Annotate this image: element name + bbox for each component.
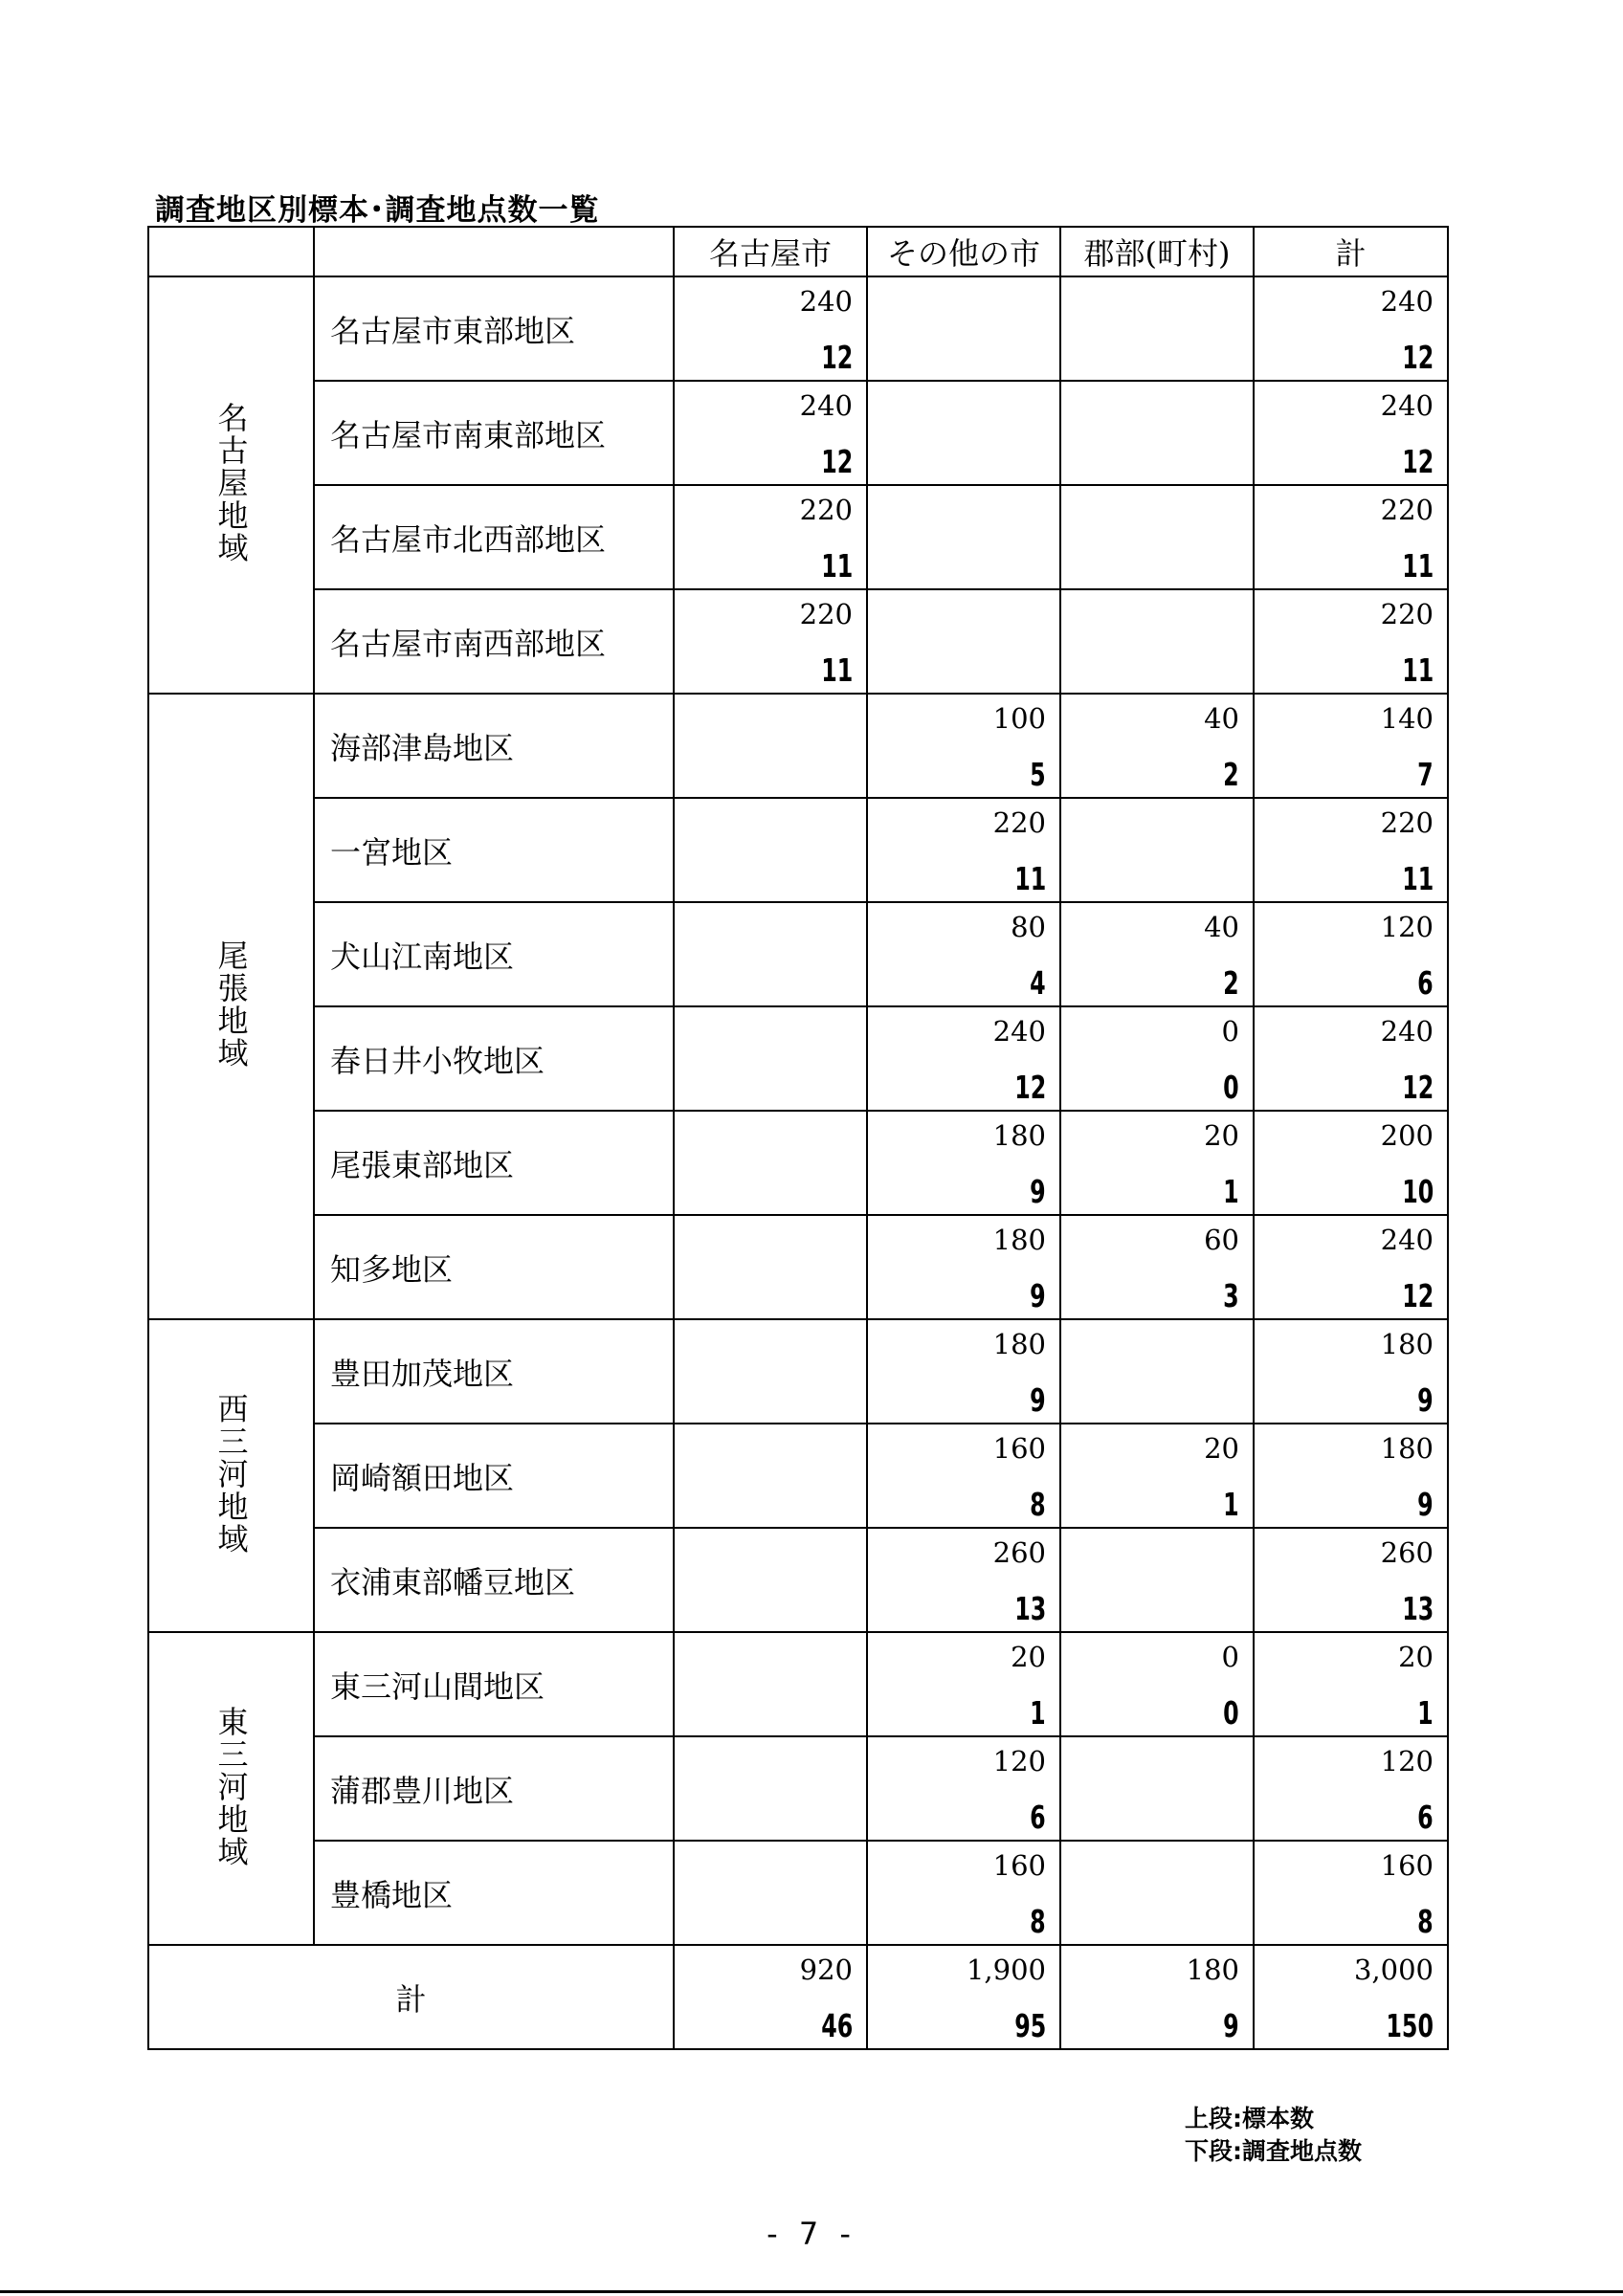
sample-count: 260 [992, 1536, 1046, 1569]
total-row [148, 1945, 1448, 2049]
value-cell [1254, 1632, 1448, 1736]
total-label: 計 [148, 1945, 674, 2049]
sample-count: 40 [1204, 911, 1239, 943]
sample-count: 240 [1380, 1224, 1434, 1256]
value-cell [1060, 1319, 1254, 1424]
survey-point-count: 9 [1030, 1381, 1046, 1419]
region-cell [148, 1632, 314, 1945]
survey-point-count: 1 [1223, 1173, 1239, 1210]
table-row [148, 1424, 1448, 1528]
sample-count: 180 [1380, 1328, 1434, 1360]
sample-count: 0 [1221, 1641, 1239, 1673]
value-cell [1060, 1528, 1254, 1632]
value-cell [867, 1528, 1060, 1632]
survey-point-count: 11 [820, 547, 853, 585]
region-label: 東三河地域 [212, 1705, 250, 1868]
value-cell [674, 381, 867, 485]
legend-lower: 下段:調査地点数 [1185, 2137, 1362, 2165]
survey-point-count: 12 [820, 339, 853, 376]
sample-count: 120 [1380, 911, 1434, 943]
survey-point-count: 9 [1223, 2007, 1239, 2044]
sample-count: 180 [992, 1224, 1046, 1256]
district-name: 豊田加茂地区 [314, 1319, 674, 1424]
survey-point-count: 6 [1030, 1799, 1046, 1836]
value-cell [867, 1841, 1060, 1945]
survey-point-count: 2 [1223, 964, 1239, 1002]
sample-count: 120 [992, 1745, 1046, 1777]
header-blank-district [314, 227, 674, 276]
survey-point-count: 1 [1417, 1694, 1434, 1732]
district-name: 東三河山間地区 [314, 1632, 674, 1736]
value-cell [674, 276, 867, 381]
survey-point-count: 12 [820, 443, 853, 480]
district-name: 犬山江南地区 [314, 902, 674, 1006]
survey-point-count: 95 [1013, 2007, 1046, 2044]
survey-point-count: 6 [1417, 964, 1434, 1002]
survey-point-count: 9 [1030, 1277, 1046, 1314]
value-cell [1254, 1841, 1448, 1945]
value-cell [1060, 798, 1254, 902]
value-cell [1060, 381, 1254, 485]
district-name: 岡崎額田地区 [314, 1424, 674, 1528]
sample-count: 220 [1380, 806, 1434, 839]
sample-count: 220 [799, 494, 853, 526]
survey-point-count: 8 [1030, 1486, 1046, 1523]
sample-count: 20 [1204, 1119, 1239, 1152]
value-cell [867, 1319, 1060, 1424]
value-cell [674, 589, 867, 694]
page-number: - 7 - [767, 2216, 856, 2252]
survey-point-count: 13 [1401, 1590, 1434, 1627]
value-cell [674, 902, 867, 1006]
value-cell [1254, 694, 1448, 798]
value-cell [1254, 276, 1448, 381]
value-cell [1254, 1006, 1448, 1111]
survey-point-count: 11 [820, 651, 853, 689]
header-row [148, 227, 1448, 276]
footer-rule [0, 2290, 1623, 2293]
value-cell [1254, 1215, 1448, 1319]
value-cell [1254, 1736, 1448, 1841]
survey-point-count: 6 [1417, 1799, 1434, 1836]
survey-point-count: 9 [1030, 1173, 1046, 1210]
value-cell [674, 1111, 867, 1215]
value-cell [1254, 1424, 1448, 1528]
value-cell [1254, 381, 1448, 485]
value-cell [1060, 276, 1254, 381]
legend-upper: 上段:標本数 [1185, 2105, 1314, 2132]
district-name: 名古屋市北西部地区 [314, 485, 674, 589]
sample-count: 180 [1380, 1432, 1434, 1465]
value-cell [1254, 798, 1448, 902]
value-cell [867, 276, 1060, 381]
value-cell [674, 1841, 867, 1945]
table-row [148, 1111, 1448, 1215]
sample-count: 20 [1204, 1432, 1239, 1465]
table-row [148, 589, 1448, 694]
header-rural-districts: 郡部(町村) [1060, 227, 1254, 276]
value-cell [674, 798, 867, 902]
survey-point-count: 1 [1223, 1486, 1239, 1523]
sample-count: 240 [1380, 285, 1434, 318]
sample-count: 1,900 [966, 1954, 1046, 1986]
value-cell [867, 902, 1060, 1006]
survey-point-count: 12 [1401, 443, 1434, 480]
survey-point-count: 10 [1401, 1173, 1434, 1210]
value-cell [1060, 1945, 1254, 2049]
table-row [148, 381, 1448, 485]
value-cell [674, 1319, 867, 1424]
value-cell [1060, 694, 1254, 798]
value-cell [867, 694, 1060, 798]
table-row [148, 276, 1448, 381]
value-cell [674, 1632, 867, 1736]
survey-point-count: 9 [1417, 1486, 1434, 1523]
sample-count: 60 [1204, 1224, 1239, 1256]
value-cell [1254, 1111, 1448, 1215]
value-cell [1254, 1528, 1448, 1632]
survey-point-count: 12 [1401, 1277, 1434, 1314]
value-cell [867, 381, 1060, 485]
value-cell [867, 1736, 1060, 1841]
table-row [148, 1215, 1448, 1319]
sample-count: 140 [1380, 702, 1434, 735]
sample-count: 240 [1380, 1015, 1434, 1048]
table-row [148, 694, 1448, 798]
district-name: 豊橋地区 [314, 1841, 674, 1945]
value-cell [674, 1215, 867, 1319]
region-cell [148, 694, 314, 1319]
sample-count: 160 [1380, 1849, 1434, 1882]
value-cell [867, 1945, 1060, 2049]
value-cell [1060, 1841, 1254, 1945]
survey-point-count: 11 [1401, 651, 1434, 689]
survey-point-count: 8 [1030, 1903, 1046, 1940]
sample-count: 160 [992, 1849, 1046, 1882]
survey-point-count: 7 [1417, 756, 1434, 793]
value-cell [867, 485, 1060, 589]
sample-count: 20 [1398, 1641, 1434, 1673]
value-cell [1060, 1424, 1254, 1528]
survey-point-count: 46 [820, 2007, 853, 2044]
sample-count: 180 [992, 1328, 1046, 1360]
value-cell [1254, 589, 1448, 694]
region-label: 尾張地域 [212, 939, 250, 1070]
sample-count: 180 [992, 1119, 1046, 1152]
value-cell [1060, 902, 1254, 1006]
table-row [148, 798, 1448, 902]
value-cell [867, 798, 1060, 902]
sample-count: 240 [799, 389, 853, 422]
sample-count: 240 [799, 285, 853, 318]
value-cell [1060, 1111, 1254, 1215]
sample-count: 160 [992, 1432, 1046, 1465]
value-cell [674, 1528, 867, 1632]
survey-point-count: 1 [1030, 1694, 1046, 1732]
value-cell [867, 1632, 1060, 1736]
header-blank-region [148, 227, 314, 276]
survey-point-count: 11 [1401, 860, 1434, 897]
district-name: 春日井小牧地区 [314, 1006, 674, 1111]
survey-point-count: 5 [1030, 756, 1046, 793]
legend [1185, 2103, 1362, 2168]
value-cell [1060, 1006, 1254, 1111]
sample-count: 220 [1380, 494, 1434, 526]
survey-point-count: 12 [1401, 339, 1434, 376]
value-cell [674, 1424, 867, 1528]
district-name: 名古屋市南東部地区 [314, 381, 674, 485]
table-row [148, 1319, 1448, 1424]
sample-count: 200 [1380, 1119, 1434, 1152]
sample-count: 220 [1380, 598, 1434, 630]
sample-count: 120 [1380, 1745, 1434, 1777]
region-label: 西三河地域 [212, 1392, 250, 1556]
header-other-cities: その他の市 [867, 227, 1060, 276]
value-cell [1254, 1319, 1448, 1424]
value-cell [1060, 1632, 1254, 1736]
survey-point-count: 13 [1013, 1590, 1046, 1627]
table-title: 調査地区別標本･調査地点数一覧 [155, 193, 600, 228]
sample-count: 920 [799, 1954, 853, 1986]
table-row [148, 1528, 1448, 1632]
table-row [148, 485, 1448, 589]
region-cell [148, 1319, 314, 1632]
district-name: 海部津島地区 [314, 694, 674, 798]
value-cell [1254, 902, 1448, 1006]
value-cell [867, 1215, 1060, 1319]
value-cell [674, 485, 867, 589]
district-name: 尾張東部地区 [314, 1111, 674, 1215]
survey-point-count: 9 [1417, 1381, 1434, 1419]
value-cell [1060, 589, 1254, 694]
region-cell [148, 276, 314, 694]
survey-table [147, 226, 1449, 2050]
survey-point-count: 2 [1223, 756, 1239, 793]
survey-point-count: 150 [1386, 2007, 1434, 2044]
sample-count: 100 [992, 702, 1046, 735]
sample-count: 260 [1380, 1536, 1434, 1569]
sample-count: 20 [1011, 1641, 1046, 1673]
sample-count: 40 [1204, 702, 1239, 735]
value-cell [674, 1945, 867, 2049]
value-cell [1060, 485, 1254, 589]
sample-count: 80 [1011, 911, 1046, 943]
value-cell [674, 694, 867, 798]
survey-point-count: 3 [1223, 1277, 1239, 1314]
header-nagoya-city: 名古屋市 [674, 227, 867, 276]
value-cell [867, 1424, 1060, 1528]
table-row [148, 1006, 1448, 1111]
sample-count: 180 [1186, 1954, 1239, 1986]
district-name: 蒲郡豊川地区 [314, 1736, 674, 1841]
survey-point-count: 11 [1401, 547, 1434, 585]
survey-point-count: 12 [1013, 1069, 1046, 1106]
value-cell [674, 1006, 867, 1111]
survey-point-count: 4 [1030, 964, 1046, 1002]
sample-count: 3,000 [1353, 1954, 1434, 1986]
table-row [148, 1632, 1448, 1736]
district-name: 衣浦東部幡豆地区 [314, 1528, 674, 1632]
sample-count: 220 [799, 598, 853, 630]
survey-point-count: 0 [1223, 1694, 1239, 1732]
survey-point-count: 11 [1013, 860, 1046, 897]
district-name: 一宮地区 [314, 798, 674, 902]
value-cell [1060, 1215, 1254, 1319]
value-cell [1254, 485, 1448, 589]
table-row [148, 902, 1448, 1006]
value-cell [1254, 1945, 1448, 2049]
region-label: 名古屋地域 [212, 402, 250, 564]
value-cell [674, 1736, 867, 1841]
survey-point-count: 12 [1401, 1069, 1434, 1106]
sample-count: 240 [1380, 389, 1434, 422]
sample-count: 240 [992, 1015, 1046, 1048]
value-cell [867, 1111, 1060, 1215]
value-cell [867, 1006, 1060, 1111]
value-cell [1060, 1736, 1254, 1841]
value-cell [867, 589, 1060, 694]
sample-count: 220 [992, 806, 1046, 839]
district-name: 名古屋市東部地区 [314, 276, 674, 381]
table-row [148, 1841, 1448, 1945]
header-total: 計 [1254, 227, 1448, 276]
table-row [148, 1736, 1448, 1841]
sample-count: 0 [1221, 1015, 1239, 1048]
district-name: 名古屋市南西部地区 [314, 589, 674, 694]
district-name: 知多地区 [314, 1215, 674, 1319]
survey-point-count: 8 [1417, 1903, 1434, 1940]
survey-point-count: 0 [1223, 1069, 1239, 1106]
